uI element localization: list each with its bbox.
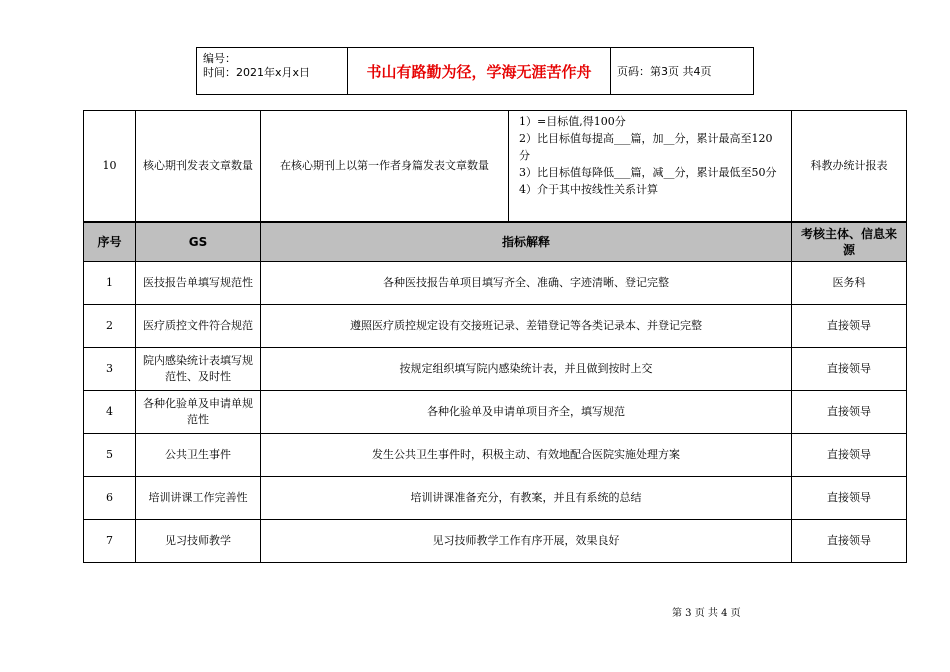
row-seq: 4 xyxy=(84,391,136,434)
row-seq: 6 xyxy=(84,477,136,520)
criteria-line: 2）比目标值每提高___篇，加__分，累计最高至120分 xyxy=(519,132,773,162)
header-seq: 序号 xyxy=(84,222,136,262)
row-item: 培训讲课工作完善性 xyxy=(136,477,261,520)
header-explain: 指标解释 xyxy=(261,222,792,262)
row-seq: 2 xyxy=(84,305,136,348)
table-row xyxy=(84,391,907,434)
row-source: 直接领导 xyxy=(792,348,907,391)
row-source: 直接领导 xyxy=(792,520,907,563)
row-item: 核心期刊发表文章数量 xyxy=(136,111,261,223)
row-item: 医技报告单填写规范性 xyxy=(136,262,261,305)
kpi-table xyxy=(83,110,907,563)
row-item: 各种化验单及申请单规范性 xyxy=(136,391,261,434)
row-source: 科教办统计报表 xyxy=(792,111,907,223)
row-seq: 3 xyxy=(84,348,136,391)
row-criteria xyxy=(509,111,792,223)
row-desc: 培训讲课准备充分，有教案，并且有系统的总结 xyxy=(261,477,792,520)
row-source: 直接领导 xyxy=(792,477,907,520)
row-item: 见习技师教学 xyxy=(136,520,261,563)
row-source: 医务科 xyxy=(792,262,907,305)
table-row xyxy=(84,111,907,223)
row-seq: 7 xyxy=(84,520,136,563)
table-header-row xyxy=(84,222,907,262)
row-source: 直接领导 xyxy=(792,434,907,477)
row-item: 公共卫生事件 xyxy=(136,434,261,477)
table-row xyxy=(84,305,907,348)
row-desc: 各种医技报告单项目填写齐全、准确、字迹清晰、登记完整 xyxy=(261,262,792,305)
row-desc: 按规定组织填写院内感染统计表，并且做到按时上交 xyxy=(261,348,792,391)
row-seq: 10 xyxy=(84,111,136,223)
time-label: 时间：2021年x月x日 xyxy=(203,66,311,79)
criteria-line: 4）介于其中按线性关系计算 xyxy=(519,183,658,196)
header-motto: 书山有路勤为径，学海无涯苦作舟 xyxy=(348,48,611,95)
table-row xyxy=(84,348,907,391)
number-label: 编号： xyxy=(203,52,236,65)
row-source: 直接领导 xyxy=(792,305,907,348)
row-desc: 遵照医疗质控规定设有交接班记录、差错登记等各类记录本、并登记完整 xyxy=(261,305,792,348)
header-source: 考核主体、信息来源 xyxy=(792,222,907,262)
row-seq: 5 xyxy=(84,434,136,477)
page-footer: 第 3 页 共 4 页 xyxy=(672,608,741,619)
table-row xyxy=(84,434,907,477)
table-row xyxy=(84,477,907,520)
header-meta xyxy=(197,48,348,95)
header-page-code: 页码：第3页 共4页 xyxy=(611,48,754,95)
page-header xyxy=(196,47,754,95)
row-desc: 在核心期刊上以第一作者身篇发表文章数量 xyxy=(261,111,509,223)
criteria-line: 1）=目标值,得100分 xyxy=(519,115,626,128)
table-row xyxy=(84,262,907,305)
row-seq: 1 xyxy=(84,262,136,305)
row-desc: 发生公共卫生事件时，积极主动、有效地配合医院实施处理方案 xyxy=(261,434,792,477)
row-desc: 见习技师教学工作有序开展，效果良好 xyxy=(261,520,792,563)
table-row xyxy=(84,520,907,563)
criteria-line: 3）比目标值每降低___篇，减__分，累计最低至50分 xyxy=(519,166,777,179)
row-desc: 各种化验单及申请单项目齐全，填写规范 xyxy=(261,391,792,434)
row-item: 院内感染统计表填写规范性、及时性 xyxy=(136,348,261,391)
row-source: 直接领导 xyxy=(792,391,907,434)
row-item: 医疗质控文件符合规范 xyxy=(136,305,261,348)
header-gs: GS xyxy=(136,222,261,262)
